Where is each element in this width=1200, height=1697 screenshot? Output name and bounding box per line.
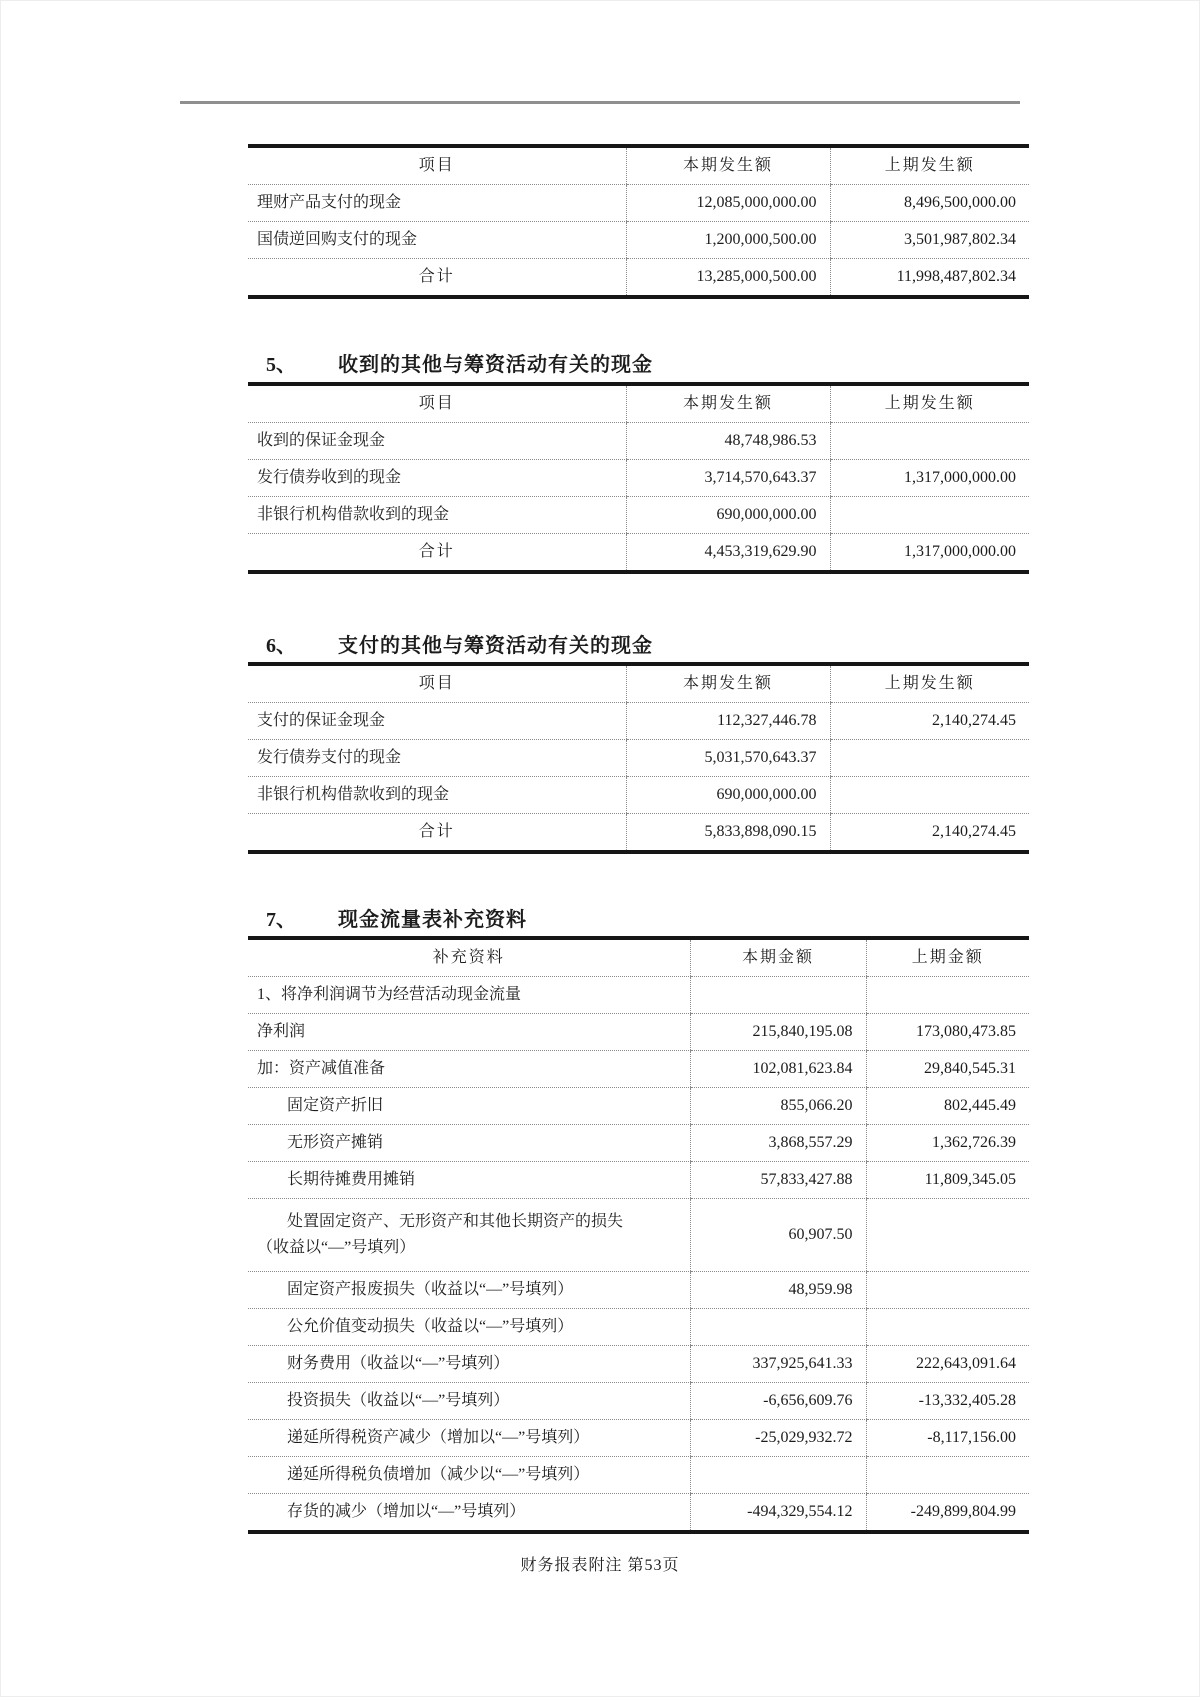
table-header-row [248,384,1029,423]
current-amount-cell: -6,656,609.76 [690,1383,866,1420]
section-7-heading [248,907,1029,933]
prior-amount-cell: 222,643,091.64 [866,1346,1029,1383]
current-amount-cell: 5,031,570,643.37 [626,740,830,777]
item-label-cell: 财务费用（收益以“—”号填列） [248,1346,690,1383]
current-amount-cell: 60,907.50 [690,1199,866,1272]
item-label-cell: 理财产品支付的现金 [248,185,626,222]
table-row [248,1199,1029,1272]
prior-amount-cell [866,1272,1029,1309]
section-5-heading [248,352,1029,378]
table-row [248,1383,1029,1420]
item-label-cell: 无形资产摊销 [248,1125,690,1162]
prior-amount-cell [830,740,1029,777]
item-label-cell: 递延所得税资产减少（增加以“—”号填列） [248,1420,690,1457]
item-label-cell: 发行债券收到的现金 [248,460,626,497]
table-total-row [248,814,1029,853]
column-header-item: 项目 [248,146,626,185]
table-row [248,977,1029,1014]
column-header-prior-period: 上期发生额 [830,664,1029,703]
table-row [248,1088,1029,1125]
total-label-cell: 合计 [418,268,455,285]
current-amount-cell: -494,329,554.12 [690,1494,866,1533]
column-header-item: 项目 [248,384,626,423]
prior-amount-cell: 3,501,987,802.34 [830,222,1029,259]
current-amount-cell: 102,081,623.84 [690,1051,866,1088]
current-amount-cell [690,1457,866,1494]
table-row [248,1272,1029,1309]
item-label-cell: 1、将净利润调节为经营活动现金流量 [248,977,690,1014]
prior-amount-cell: 1,317,000,000.00 [830,460,1029,497]
table-row [248,423,1029,460]
total-label-cell: 合计 [418,543,455,560]
current-amount-cell: 12,085,000,000.00 [626,185,830,222]
page-footer: 财务报表附注 第53页 [520,1557,680,1574]
table-header-row [248,146,1029,185]
prior-amount-cell: -13,332,405.28 [866,1383,1029,1420]
total-label-cell: 合计 [418,823,455,840]
current-amount-cell: 57,833,427.88 [690,1162,866,1199]
item-label-cell: 支付的保证金现金 [248,703,626,740]
item-label-cell: 固定资产报废损失（收益以“—”号填列） [248,1272,690,1309]
table-total-row [248,259,1029,298]
prior-amount-cell: 1,362,726.39 [866,1125,1029,1162]
table-row [248,460,1029,497]
current-amount-cell: 337,925,641.33 [690,1346,866,1383]
current-amount-cell: 13,285,000,500.00 [626,259,830,298]
item-label-cell: 国债逆回购支付的现金 [248,222,626,259]
table-row [248,1494,1029,1533]
table-row [248,1014,1029,1051]
table-header-row [248,938,1029,977]
column-header-current-period: 本期发生额 [626,146,830,185]
table-row [248,740,1029,777]
item-label-cell: 固定资产折旧 [248,1088,690,1125]
column-header-prior-period: 上期发生额 [830,146,1029,185]
section-title: 现金流量表补充资料 [338,909,527,931]
current-amount-cell: 3,868,557.29 [690,1125,866,1162]
table-header-row [248,664,1029,703]
item-label-cell: 递延所得税负债增加（减少以“—”号填列） [248,1457,690,1494]
table-row [248,1420,1029,1457]
table-row [248,703,1029,740]
prior-amount-cell: 29,840,545.31 [866,1051,1029,1088]
table-row [248,222,1029,259]
section-number: 7、 [266,909,296,931]
item-label-cell: 存货的减少（增加以“—”号填列） [287,1503,526,1520]
table-row [248,497,1029,534]
prior-amount-cell [866,1199,1029,1272]
current-amount-cell: 112,327,446.78 [626,703,830,740]
item-label-cell: 长期待摊费用摊销 [248,1162,690,1199]
table-row [248,1051,1029,1088]
prior-amount-cell: 11,809,345.05 [866,1162,1029,1199]
current-amount-cell [690,977,866,1014]
current-amount-cell: 690,000,000.00 [626,497,830,534]
column-header-current-period: 本期发生额 [626,384,830,423]
item-label-cell: 净利润 [248,1014,690,1051]
prior-amount-cell [830,423,1029,460]
table-cash-flow-supplementary [248,936,1029,1534]
item-label-cell: 非银行机构借款收到的现金 [248,777,626,814]
prior-amount-cell: -8,117,156.00 [866,1420,1029,1457]
prior-amount-cell [866,977,1029,1014]
current-amount-cell: 3,714,570,643.37 [626,460,830,497]
item-label-line1: 处置固定资产、无形资产和其他长期资产的损失 [287,1213,624,1230]
section-title: 支付的其他与筹资活动有关的现金 [338,635,653,657]
current-amount-cell [690,1309,866,1346]
section-title: 收到的其他与筹资活动有关的现金 [338,354,653,376]
table-other-cash-received-financing [248,382,1029,574]
current-amount-cell: 215,840,195.08 [690,1014,866,1051]
current-amount-cell: 4,453,319,629.90 [626,534,830,573]
table-row [248,1125,1029,1162]
prior-amount-cell: -249,899,804.99 [866,1494,1029,1533]
column-header-item: 项目 [248,664,626,703]
prior-amount-cell [866,1457,1029,1494]
prior-amount-cell: 8,496,500,000.00 [830,185,1029,222]
current-amount-cell: 690,000,000.00 [626,777,830,814]
prior-amount-cell: 11,998,487,802.34 [830,259,1029,298]
table-row [248,777,1029,814]
table-other-cash-paid-financing [248,662,1029,854]
section-6-heading [248,633,1029,659]
prior-amount-cell: 1,317,000,000.00 [830,534,1029,573]
current-amount-cell: -25,029,932.72 [690,1420,866,1457]
prior-amount-cell [866,1309,1029,1346]
column-header-supplementary: 补充资料 [248,938,690,977]
table-financing-payments-continued [248,144,1029,299]
prior-amount-cell: 173,080,473.85 [866,1014,1029,1051]
prior-amount-cell [830,777,1029,814]
table-row [248,1162,1029,1199]
current-amount-cell: 855,066.20 [690,1088,866,1125]
item-label-cell: 投资损失（收益以“—”号填列） [248,1383,690,1420]
section-number: 6、 [266,635,296,657]
column-header-current-amount: 本期金额 [690,938,866,977]
table-row [248,1309,1029,1346]
item-label-cell: 发行债券支付的现金 [248,740,626,777]
item-label-line2: （收益以“—”号填列） [257,1239,416,1256]
prior-amount-cell: 802,445.49 [866,1088,1029,1125]
section-number: 5、 [266,354,296,376]
prior-amount-cell: 2,140,274.45 [830,703,1029,740]
item-label-cell: 公允价值变动损失（收益以“—”号填列） [248,1309,690,1346]
prior-amount-cell [830,497,1029,534]
current-amount-cell: 1,200,000,500.00 [626,222,830,259]
current-amount-cell: 48,959.98 [690,1272,866,1309]
prior-amount-cell: 2,140,274.45 [830,814,1029,853]
item-label-cell: 加：资产减值准备 [248,1051,690,1088]
item-label-cell [248,1199,690,1272]
current-amount-cell: 48,748,986.53 [626,423,830,460]
table-row [248,1346,1029,1383]
table-row [248,1457,1029,1494]
item-label-cell: 非银行机构借款收到的现金 [248,497,626,534]
page-header-rule [180,101,1020,104]
table-total-row [248,534,1029,573]
column-header-current-period: 本期发生额 [626,664,830,703]
column-header-prior-amount: 上期金额 [866,938,1029,977]
column-header-prior-period: 上期发生额 [830,384,1029,423]
table-row [248,185,1029,222]
item-label-cell: 收到的保证金现金 [248,423,626,460]
current-amount-cell: 5,833,898,090.15 [626,814,830,853]
